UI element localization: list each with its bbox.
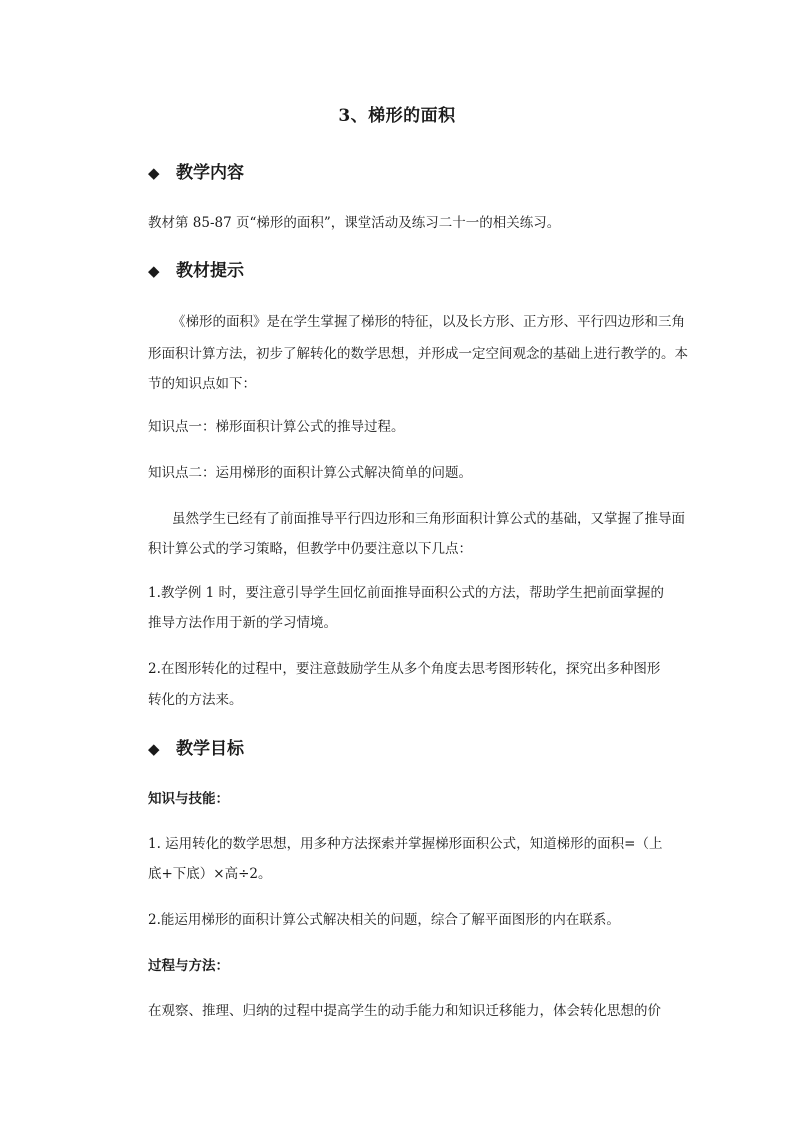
goal-3-line: 在观察、推理、归纳的过程中提高学生的动手能力和知识迁移能力，体会转化思想的价 (148, 1003, 661, 1019)
section-heading-label: 教材提示 (176, 261, 244, 281)
section-heading-label: 教学目标 (176, 739, 244, 759)
subheading-knowledge-skills: 知识与技能： (148, 791, 229, 807)
section-heading-content (148, 161, 244, 185)
goal-1-line: 底+下底）×高÷2。 (148, 866, 272, 882)
section-heading-goals (148, 737, 244, 761)
paragraph-line: 《梯形的面积》是在学生掌握了梯形的特征，以及长方形、正方形、平行四边形和三角 (172, 314, 685, 330)
diamond-bullet-icon: ◆ (148, 164, 160, 182)
note-1-line: 1.教学例 1 时，要注意引导学生回忆前面推导面积公式的方法，帮助学生把前面掌握的 (148, 585, 665, 601)
knowledge-point-2: 知识点二：运用梯形的面积计算公式解决简单的问题。 (148, 465, 472, 481)
note-2-line: 2.在图形转化的过程中，要注意鼓励学生从多个角度去思考图形转化，探究出多种图形 (148, 661, 661, 677)
paragraph-line: 虽然学生已经有了前面推导平行四边形和三角形面积计算公式的基础，又掌握了推导面 (172, 511, 685, 527)
goal-2: 2.能运用梯形的面积计算公式解决相关的问题，综合了解平面图形的内在联系。 (148, 912, 620, 928)
section-heading-label: 教学内容 (176, 163, 244, 183)
paragraph-line: 积计算公式的学习策略，但教学中仍要注意以下几点： (148, 541, 472, 557)
note-2-line: 转化的方法来。 (148, 692, 243, 708)
content-text: 教材第 85-87 页“梯形的面积”，课堂活动及练习二十一的相关练习。 (148, 215, 561, 231)
page-title: 3、梯形的面积 (338, 106, 456, 126)
subheading-process-method: 过程与方法： (148, 958, 229, 974)
knowledge-point-1: 知识点一：梯形面积计算公式的推导过程。 (148, 419, 405, 435)
goal-1-line: 1. 运用转化的数学思想，用多种方法探索并掌握梯形面积公式，知道梯形的面积=（上 (148, 836, 663, 852)
diamond-bullet-icon: ◆ (148, 262, 160, 280)
note-1-line: 推导方法作用于新的学习情境。 (148, 615, 337, 631)
section-heading-hint (148, 259, 244, 283)
paragraph-line: 形面积计算方法，初步了解转化的数学思想，并形成一定空间观念的基础上进行教学的。本 (148, 346, 688, 362)
paragraph-line: 节的知识点如下： (148, 376, 256, 392)
diamond-bullet-icon: ◆ (148, 740, 160, 758)
